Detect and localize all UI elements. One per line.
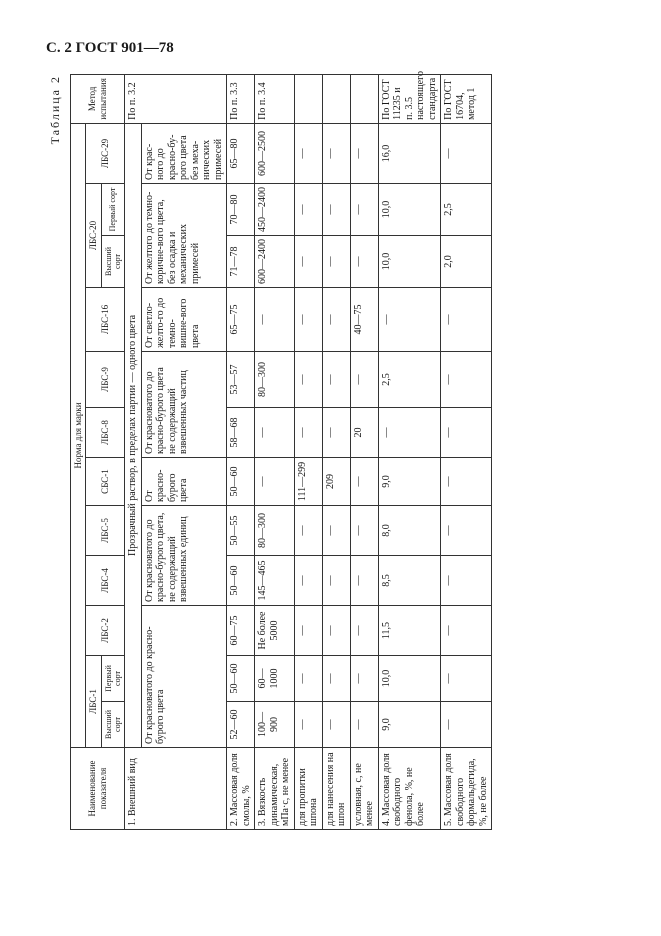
- value-cell: 600—2400: [255, 236, 295, 288]
- value-cell: —: [441, 606, 492, 656]
- mark-lbs4: ЛБС-4: [86, 556, 125, 606]
- value-cell: 80—300: [255, 352, 295, 408]
- col-norma-header: Норма для марки: [71, 123, 86, 747]
- appearance-banner: Прозрачный раствор, в пределах партии — одного цвета: [125, 123, 142, 747]
- value-cell: 20: [350, 408, 378, 458]
- value-cell: 111—299: [294, 458, 322, 506]
- appearance-cell: От красно-бурого цвета: [141, 458, 227, 506]
- row-method: По ГОСТ 16704, метод 1: [441, 74, 492, 123]
- value-cell: 2,0: [441, 236, 492, 288]
- value-cell: —: [350, 184, 378, 236]
- row-name: для нанесения на шпон: [322, 748, 350, 830]
- spec-table: [70, 71, 492, 830]
- table-row: [378, 74, 441, 829]
- value-cell: —: [322, 702, 350, 748]
- value-cell: —: [294, 656, 322, 702]
- value-cell: —: [294, 236, 322, 288]
- value-cell: —: [294, 702, 322, 748]
- value-cell: —: [294, 288, 322, 352]
- value-cell: —: [441, 702, 492, 748]
- row-method: [350, 74, 378, 123]
- value-cell: 71—78: [227, 236, 255, 288]
- value-cell: 8,0: [378, 506, 441, 556]
- value-cell: 10,0: [378, 656, 441, 702]
- value-cell: —: [441, 556, 492, 606]
- col-method-header: Метод испытания: [71, 74, 125, 123]
- value-cell: 53—57: [227, 352, 255, 408]
- table-row: [322, 74, 350, 829]
- value-cell: 8,5: [378, 556, 441, 606]
- value-cell: —: [322, 556, 350, 606]
- row-name: 1. Внешний вид: [125, 748, 227, 830]
- value-cell: —: [350, 606, 378, 656]
- value-cell: —: [378, 288, 441, 352]
- value-cell: —: [294, 606, 322, 656]
- value-cell: —: [350, 123, 378, 183]
- value-cell: 70—80: [227, 184, 255, 236]
- value-cell: 50—60: [227, 656, 255, 702]
- value-cell: —: [441, 123, 492, 183]
- row-name: 5. Массовая доля свободного формальдегида, %, не более: [441, 748, 492, 830]
- value-cell: 450—2400: [255, 184, 295, 236]
- mark-lbs29: ЛБС-29: [86, 123, 125, 183]
- value-cell: —: [441, 408, 492, 458]
- value-cell: —: [441, 656, 492, 702]
- value-cell: —: [294, 556, 322, 606]
- appearance-cell: От красноватого до красно-бурого цвета: [141, 606, 227, 748]
- table-row: [441, 74, 492, 829]
- mark-lbs2: ЛБС-2: [86, 606, 125, 656]
- row-name: 3. Вязкость динамическая, мПа·с, не менее: [255, 748, 295, 830]
- appearance-cell: [141, 352, 227, 458]
- mark-lbs9: ЛБС-9: [86, 352, 125, 408]
- value-cell: —: [322, 506, 350, 556]
- page-header: С. 2 ГОСТ 901—78: [46, 40, 174, 56]
- grade-high-lbs20: Высший сорт: [101, 236, 124, 288]
- mark-sbs1: СБС-1: [86, 458, 125, 506]
- grade-first-lbs1: Первый сорт: [101, 656, 124, 702]
- mark-lbs1: ЛБС-1: [86, 656, 101, 748]
- value-cell: 100—900: [255, 702, 295, 748]
- value-cell: —: [441, 506, 492, 556]
- value-cell: 50—60: [227, 458, 255, 506]
- rotated-table-area: [48, 71, 625, 830]
- value-cell: 209: [322, 458, 350, 506]
- value-cell: —: [255, 408, 295, 458]
- value-cell: —: [441, 352, 492, 408]
- table-caption: Таблица 2: [48, 75, 62, 145]
- value-cell: —: [350, 656, 378, 702]
- value-cell: —: [322, 606, 350, 656]
- value-cell: —: [441, 458, 492, 506]
- value-cell: —: [294, 184, 322, 236]
- appearance-cell: От светло-желто-го до темно-вишне-вого цвета: [141, 288, 227, 352]
- value-cell: —: [378, 408, 441, 458]
- value-cell: 60—75: [227, 606, 255, 656]
- grade-first-lbs20: Первый сорт: [101, 184, 124, 236]
- table-row: [350, 74, 378, 829]
- value-cell: 600—2500: [255, 123, 295, 183]
- row-name: условная, с, не менее: [350, 748, 378, 830]
- grade-high-lbs1: Высший сорт: [101, 702, 124, 748]
- value-cell: 40—75: [350, 288, 378, 352]
- mark-lbs8: ЛБС-8: [86, 408, 125, 458]
- value-cell: —: [441, 288, 492, 352]
- row-method: По ГОСТ 11235 и п. 3.5 настоящего стандарта: [378, 74, 441, 123]
- value-cell: —: [350, 352, 378, 408]
- row-name: для пропитки шпона: [294, 748, 322, 830]
- value-cell: —: [294, 352, 322, 408]
- value-cell: —: [322, 123, 350, 183]
- value-cell: —: [255, 458, 295, 506]
- value-cell: Не более 5000: [255, 606, 295, 656]
- value-cell: 2,5: [441, 184, 492, 236]
- row-name: 2. Массовая доля смолы, %: [227, 748, 255, 830]
- row-method: [322, 74, 350, 123]
- appearance-cell: От красноватого до красно-бурого цвета, не содержащий взвешенных единиц: [141, 506, 227, 606]
- row-method: По п. 3.4: [255, 74, 295, 123]
- row-method: По п. 3.3: [227, 74, 255, 123]
- value-cell: 50—60: [227, 556, 255, 606]
- value-cell: 10,0: [378, 184, 441, 236]
- value-cell: 2,5: [378, 352, 441, 408]
- value-cell: —: [350, 506, 378, 556]
- value-cell: —: [294, 123, 322, 183]
- value-cell: —: [322, 288, 350, 352]
- value-cell: 9,0: [378, 702, 441, 748]
- value-cell: —: [322, 408, 350, 458]
- value-cell: —: [294, 408, 322, 458]
- value-cell: 145—465: [255, 556, 295, 606]
- value-cell: 16,0: [378, 123, 441, 183]
- value-cell: 60—1000: [255, 656, 295, 702]
- appearance-text: не содержащий взвешенных частиц: [166, 370, 190, 454]
- table-row: [227, 74, 255, 829]
- value-cell: 58—68: [227, 408, 255, 458]
- value-cell: —: [350, 458, 378, 506]
- value-cell: 11,5: [378, 606, 441, 656]
- row-method: По п. 3.2: [125, 74, 227, 123]
- value-cell: —: [322, 656, 350, 702]
- table-row: [294, 74, 322, 829]
- value-cell: —: [350, 236, 378, 288]
- appearance-cell: От желтого до темно-коричне-вого цвета, без осадка и механических примесей: [141, 184, 227, 288]
- table-row: [255, 74, 295, 829]
- mark-lbs5: ЛБС-5: [86, 506, 125, 556]
- row-method: [294, 74, 322, 123]
- value-cell: —: [294, 506, 322, 556]
- mark-lbs20: ЛБС-20: [86, 184, 101, 288]
- value-cell: 10,0: [378, 236, 441, 288]
- value-cell: 65—80: [227, 123, 255, 183]
- value-cell: 65—75: [227, 288, 255, 352]
- value-cell: —: [350, 556, 378, 606]
- row-name: 4. Массовая доля свободного фенола, %, не более: [378, 748, 441, 830]
- col-name-header: Наименование показателя: [71, 748, 125, 830]
- value-cell: 52—60: [227, 702, 255, 748]
- value-cell: —: [350, 702, 378, 748]
- mark-lbs16: ЛБС-16: [86, 288, 125, 352]
- appearance-cell: От крас-ного до красно-бу-рого цвета без меха-нических примесей: [141, 123, 227, 183]
- appearance-text: От красноватого до красно-бурого цвета: [143, 367, 167, 454]
- value-cell: 50—55: [227, 506, 255, 556]
- value-cell: —: [322, 352, 350, 408]
- value-cell: —: [322, 184, 350, 236]
- value-cell: 9,0: [378, 458, 441, 506]
- value-cell: 80—300: [255, 506, 295, 556]
- value-cell: —: [255, 288, 295, 352]
- value-cell: —: [322, 236, 350, 288]
